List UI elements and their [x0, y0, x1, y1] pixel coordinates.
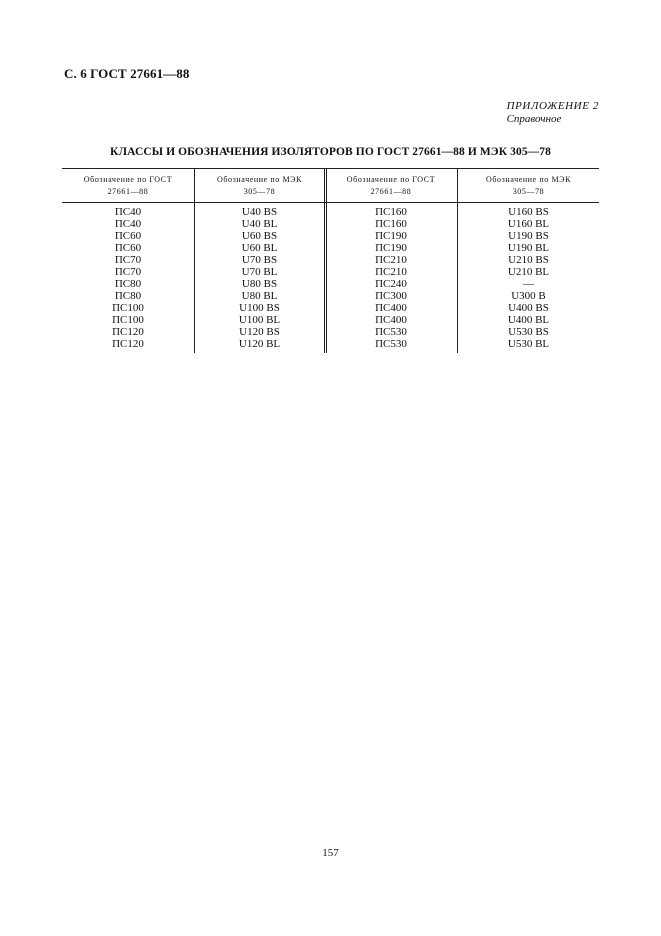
- column-header-line: Обозначение по ГОСТ: [83, 174, 173, 184]
- cell-iec-designation: U70 BS: [241, 254, 278, 266]
- table-row: [62, 218, 599, 230]
- table-row: [62, 290, 599, 302]
- cell-iec-designation: U70 BL: [241, 266, 278, 278]
- cell-iec-designation: U60 BS: [241, 230, 278, 242]
- cell-gost-designation: ПС120: [112, 338, 144, 350]
- classification-table: [62, 168, 599, 353]
- table-title: КЛАССЫ И ОБОЗНАЧЕНИЯ ИЗОЛЯТОРОВ ПО ГОСТ 27661—88 И МЭК 305—78: [110, 146, 551, 158]
- cell-iec-designation: U120 BS: [239, 326, 280, 338]
- cell-iec-designation: U80 BS: [241, 278, 278, 290]
- column-header-gost-2: [326, 169, 456, 202]
- column-header-gost-1: [62, 169, 194, 202]
- cell-iec-designation: U210 BS: [508, 254, 549, 266]
- cell-iec-designation: U530 BS: [508, 326, 549, 338]
- cell-iec-designation: U400 BS: [508, 302, 549, 314]
- cell-gost-designation: ПС120: [112, 326, 144, 338]
- cell-iec-designation: U80 BL: [241, 290, 278, 302]
- column-header-iec-1: [195, 169, 324, 202]
- cell-iec-designation: U120 BL: [238, 338, 281, 350]
- table-body: [62, 203, 599, 353]
- cell-gost-designation: ПС190: [375, 230, 407, 242]
- page-header: С. 6 ГОСТ 27661—88: [64, 66, 190, 81]
- cell-gost-designation: ПС70: [114, 266, 142, 278]
- cell-iec-designation: U210 BL: [507, 266, 550, 278]
- cell-gost-designation: ПС40: [114, 206, 142, 218]
- cell-iec-designation: U160 BL: [507, 218, 550, 230]
- column-divider: [457, 169, 458, 202]
- cell-gost-designation: ПС190: [375, 242, 407, 254]
- table-row: [62, 266, 599, 278]
- table-row: [62, 278, 599, 290]
- table-row: [62, 230, 599, 242]
- cell-gost-designation: ПС100: [112, 314, 144, 326]
- cell-gost-designation: ПС70: [114, 254, 142, 266]
- appendix-label: [507, 100, 599, 126]
- cell-iec-designation: U190 BL: [507, 242, 550, 254]
- table-row: [62, 254, 599, 266]
- column-header-line: Обозначение по МЭК: [216, 174, 303, 184]
- cell-gost-designation: ПС240: [375, 278, 407, 290]
- cell-iec-designation: U100 BS: [239, 302, 280, 314]
- column-header-line: 27661—88: [107, 186, 149, 196]
- cell-iec-designation: U400 BL: [507, 314, 550, 326]
- table-row: [62, 206, 599, 218]
- column-header-line: 305—78: [512, 186, 545, 196]
- cell-gost-designation: ПС530: [375, 326, 407, 338]
- cell-gost-designation: ПС40: [114, 218, 142, 230]
- table-rows: [62, 206, 599, 350]
- column-divider: [326, 203, 327, 353]
- column-header-iec-2: [458, 169, 599, 202]
- cell-iec-designation: U40 BL: [241, 218, 278, 230]
- cell-gost-designation: ПС80: [114, 278, 142, 290]
- table-row: [62, 314, 599, 326]
- cell-gost-designation: ПС100: [112, 302, 144, 314]
- cell-gost-designation: ПС400: [375, 302, 407, 314]
- table-header-row: [62, 168, 599, 203]
- table-row: [62, 338, 599, 350]
- cell-iec-designation: U190 BS: [508, 230, 549, 242]
- column-header-line: 305—78: [243, 186, 276, 196]
- table-row: [62, 326, 599, 338]
- cell-iec-designation: U100 BL: [238, 314, 281, 326]
- column-divider: [194, 203, 195, 353]
- cell-gost-designation: ПС210: [375, 266, 407, 278]
- table-row: [62, 302, 599, 314]
- cell-gost-designation: ПС530: [375, 338, 407, 350]
- cell-gost-designation: ПС210: [375, 254, 407, 266]
- column-divider: [324, 203, 325, 353]
- column-header-line: Обозначение по ГОСТ: [346, 174, 436, 184]
- column-header-line: Обозначение по МЭК: [485, 174, 572, 184]
- column-header-line: 27661—88: [370, 186, 412, 196]
- cell-iec-designation: U300 B: [511, 290, 546, 302]
- column-divider: [194, 169, 195, 202]
- appendix-title: ПРИЛОЖЕНИЕ 2: [506, 100, 599, 112]
- cell-gost-designation: ПС60: [114, 230, 142, 242]
- cell-iec-designation: U530 BL: [507, 338, 550, 350]
- cell-gost-designation: ПС160: [375, 206, 407, 218]
- cell-iec-designation: U160 BS: [508, 206, 549, 218]
- appendix-subtitle: Справочное: [506, 113, 562, 125]
- table-row: [62, 242, 599, 254]
- column-divider: [457, 203, 458, 353]
- cell-gost-designation: ПС60: [114, 242, 142, 254]
- page-number: 157: [322, 847, 339, 859]
- cell-gost-designation: ПС160: [375, 218, 407, 230]
- cell-gost-designation: ПС80: [114, 290, 142, 302]
- cell-iec-designation: —: [523, 278, 534, 290]
- column-divider: [324, 169, 325, 202]
- cell-iec-designation: U60 BL: [241, 242, 278, 254]
- cell-iec-designation: U40 BS: [241, 206, 278, 218]
- cell-gost-designation: ПС300: [375, 290, 407, 302]
- column-divider: [326, 169, 327, 202]
- cell-gost-designation: ПС400: [375, 314, 407, 326]
